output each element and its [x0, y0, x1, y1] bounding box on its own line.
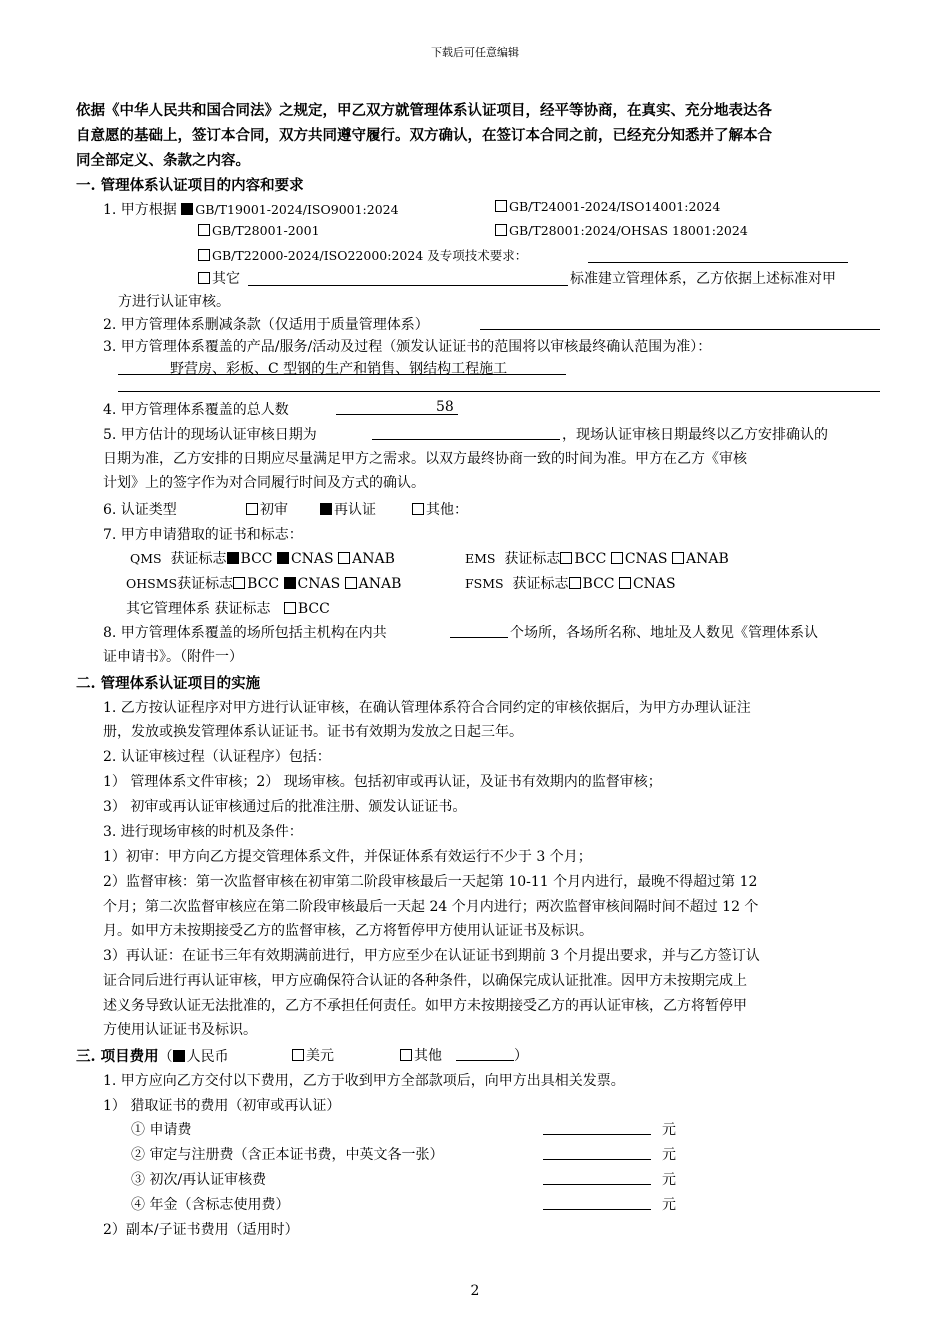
cert-type-recert: 再认证 [320, 499, 376, 519]
checkbox-ems-bcc[interactable] [560, 552, 572, 564]
item1-cont: 方进行认证审核。 [118, 294, 230, 310]
fee-audit-blank[interactable] [543, 1184, 651, 1185]
fee-annual: ④ 年金（含标志使用费） [131, 1197, 290, 1213]
currency-usd: 美元 [292, 1045, 334, 1065]
page-number: 2 [470, 1283, 480, 1299]
s2-p3b1: 2）监督审核：第一次监督审核在初审第二阶段审核最后一天起第 10-11 个月内进行，最晚不得超过第 12 [103, 874, 758, 890]
cert-type-initial: 初审 [246, 499, 288, 519]
fee-registration-blank[interactable] [543, 1159, 651, 1160]
currency-other-blank[interactable] [456, 1060, 514, 1061]
s2-p3b2: 个月；第二次监督审核应在第二阶段审核最后一天起 24 个月内进行；两次监督审核间隔时间不超过 12 个 [103, 899, 759, 915]
s2-p1a: 1. 乙方按认证程序对甲方进行认证审核，在确认管理体系符合合同约定的审核依据后，为甲方办理认证注 [103, 700, 751, 716]
section2-title: 二. 管理体系认证项目的实施 [76, 675, 261, 692]
std-28001-2001: GB/T28001-2001 [198, 223, 320, 239]
item8-lead: 8. 甲方管理体系覆盖的场所包括主机构在内共 [103, 625, 387, 641]
checkbox-ohsms-bcc[interactable] [233, 577, 245, 589]
checkbox-initial[interactable] [246, 503, 258, 515]
fee-application-blank[interactable] [543, 1134, 651, 1135]
checkbox-usd[interactable] [292, 1049, 304, 1061]
item1-tail: 标准建立管理体系，乙方依据上述标准对甲 [570, 271, 836, 287]
item5-line-3: 计划》上的签字作为对合同履行时间及方式的确认。 [103, 475, 425, 491]
fee-application-unit: 元 [662, 1122, 676, 1138]
s2-p3c4: 方使用认证证书及标识。 [103, 1022, 257, 1038]
fee-audit-unit: 元 [662, 1172, 676, 1188]
std-other: 其它 [198, 268, 240, 288]
item7-label: 7. 甲方申请猎取的证书和标志： [103, 527, 303, 543]
item3-text: 3. 甲方管理体系覆盖的产品/服务/活动及过程（颁发认证证书的范围将以审核最终确认范围为准）： [103, 339, 712, 355]
s2-p3b3: 月。如甲方未按期接受乙方的监督审核，乙方将暂停甲方使用认证证书及标识。 [103, 923, 593, 939]
item5-lead: 5. 甲方估计的现场认证审核日期为 [103, 427, 317, 443]
fee-registration: ② 审定与注册费（含正本证书费，中英文各一张） [131, 1147, 444, 1163]
checkbox-other[interactable] [198, 272, 210, 284]
checkbox-fsms-bcc[interactable] [569, 577, 581, 589]
std-ohsas: GB/T28001:2024/OHSAS 18001:2024 [495, 223, 748, 239]
item2-blank[interactable] [480, 329, 880, 330]
ems-row: EMS 获证标志 BCC CNAS ANAB [465, 551, 729, 567]
checkbox-iso9001[interactable] [181, 203, 193, 215]
fee-annual-unit: 元 [662, 1197, 676, 1213]
currency-other: 其他 [400, 1045, 442, 1065]
s3-sub1: 1） 猎取证书的费用（初审或再认证） [103, 1098, 341, 1114]
intro-line-1: 依据《中华人民共和国合同法》之规定，甲乙双方就管理体系认证项目，经平等协商，在真实、充分地表达各 [76, 102, 772, 119]
intro-line-2: 自意愿的基础上，签订本合同，双方共同遵守履行。双方确认，在签订本合同之前，已经充分知悉并了解本合 [76, 127, 772, 144]
iso22000-blank[interactable] [588, 262, 848, 263]
s3-sub2: 2）副本/子证书费用（适用时） [103, 1222, 299, 1238]
item8-tail: 个场所，各场所名称、地址及人数见《管理体系认 [510, 625, 818, 641]
checkbox-iso14001[interactable] [495, 200, 507, 212]
section3-title-row: 三. 项目费用（ 人民币 [76, 1048, 229, 1065]
s2-p3c3: 述义务导致认证无法批准的，乙方不承担任何责任。如甲方未按期接受乙方的再认证审核，乙方将暂停甲 [103, 998, 747, 1014]
s2-p3: 3. 进行现场审核的时机及条件： [103, 824, 303, 840]
item4-underline [336, 414, 458, 415]
currency-close: ） [514, 1048, 528, 1064]
item3-blank-line[interactable] [118, 391, 880, 392]
audit-date-blank[interactable] [372, 439, 560, 440]
s2-p1b: 册，发放或换发管理体系认证证书。证书有效期为发放之日起三年。 [103, 724, 523, 740]
s2-p3c2: 证合同后进行再认证审核，甲方应确保符合认证的各种条件，以确保完成认证批准。因甲方未按期完成上 [103, 973, 747, 989]
std-iso22000: GB/T22000-2024/ISO22000:2024 及专项技术要求： [198, 246, 527, 264]
checkbox-ohsms-cnas[interactable] [284, 577, 296, 589]
item8-line-2: 证申请书》。（附件一） [103, 649, 243, 665]
checkbox-qms-cnas[interactable] [277, 552, 289, 564]
section1-title: 一. 管理体系认证项目的内容和要求 [76, 177, 304, 194]
checkbox-recert[interactable] [320, 503, 332, 515]
item6-label: 6. 认证类型 [103, 502, 177, 518]
checkbox-qms-anab[interactable] [338, 552, 350, 564]
cert-type-other: 其他： [412, 499, 468, 519]
fee-application: ① 申请费 [131, 1122, 192, 1138]
item3-scope: 野营房、彩板、C 型钢的生产和销售、钢结构工程施工 [170, 361, 508, 377]
s2-p3a: 1）初审：甲方向乙方提交管理体系文件，并保证体系有效运行不少于 3 个月； [103, 849, 592, 865]
intro-line-3: 同全部定义、条款之内容。 [76, 152, 250, 169]
header-note: 下载后可任意编辑 [431, 46, 519, 59]
fee-registration-unit: 元 [662, 1147, 676, 1163]
fsms-row: FSMS 获证标志 BCC CNAS [465, 576, 676, 592]
s2-p2b: 3） 初审或再认证审核通过后的批准注册、颁发认证证书。 [103, 799, 467, 815]
checkbox-ems-cnas[interactable] [611, 552, 623, 564]
item5-line-2: 日期为准，乙方安排的日期应尽量满足甲方之需求。以双方最终协商一致的时间为准。甲方在乙方《审核 [103, 451, 747, 467]
item4-value: 58 [436, 399, 454, 415]
fee-audit: ③ 初次/再认证审核费 [131, 1172, 267, 1188]
other-standard-blank[interactable] [248, 285, 568, 286]
checkbox-ohsas[interactable] [495, 224, 507, 236]
item4-label: 4. 甲方管理体系覆盖的总人数 [103, 402, 289, 418]
s3-p1: 1. 甲方应向乙方交付以下费用，乙方于收到甲方全部款项后，向甲方出具相关发票。 [103, 1073, 625, 1089]
fee-annual-blank[interactable] [543, 1209, 651, 1210]
checkbox-fsms-cnas[interactable] [619, 577, 631, 589]
checkbox-ems-anab[interactable] [672, 552, 684, 564]
checkbox-qms-bcc[interactable] [227, 552, 239, 564]
item5-tail: ，现场认证审核日期最终以乙方安排确认的 [562, 427, 828, 443]
ohsms-row: OHSMS获证标志 BCC CNAS ANAB [126, 576, 402, 592]
checkbox-28001-2001[interactable] [198, 224, 210, 236]
item3-scope-underline [118, 374, 566, 375]
site-count-blank[interactable] [450, 637, 508, 638]
checkbox-rmb[interactable] [173, 1050, 185, 1062]
checkbox-ohsms-anab[interactable] [345, 577, 357, 589]
s2-p2: 2. 认证审核过程（认证程序）包括： [103, 749, 331, 765]
checkbox-other-bcc[interactable] [284, 602, 296, 614]
std-iso14001: GB/T24001-2024/ISO14001:2024 [495, 199, 720, 215]
other-sys-row: 其它管理体系 获证标志 BCC [126, 601, 330, 617]
s2-p2a: 1） 管理体系文件审核；2） 现场审核。包括初审或再认证，及证书有效期内的监督审核； [103, 774, 662, 790]
qms-row: QMS 获证标志 BCC CNAS ANAB [130, 551, 395, 567]
checkbox-currency-other[interactable] [400, 1049, 412, 1061]
s2-p3c1: 3）再认证：在证书三年有效期满前进行，甲方应至少在认证证书到期前 3 个月提出要求，并与乙方签订认 [103, 948, 760, 964]
item2-text: 2. 甲方管理体系删减条款（仅适用于质量管理体系） [103, 317, 429, 333]
item1-lead: 1. 甲方根据 GB/T19001-2024/ISO9001:2024 [103, 202, 399, 218]
checkbox-iso22000[interactable] [198, 249, 210, 261]
checkbox-type-other[interactable] [412, 503, 424, 515]
